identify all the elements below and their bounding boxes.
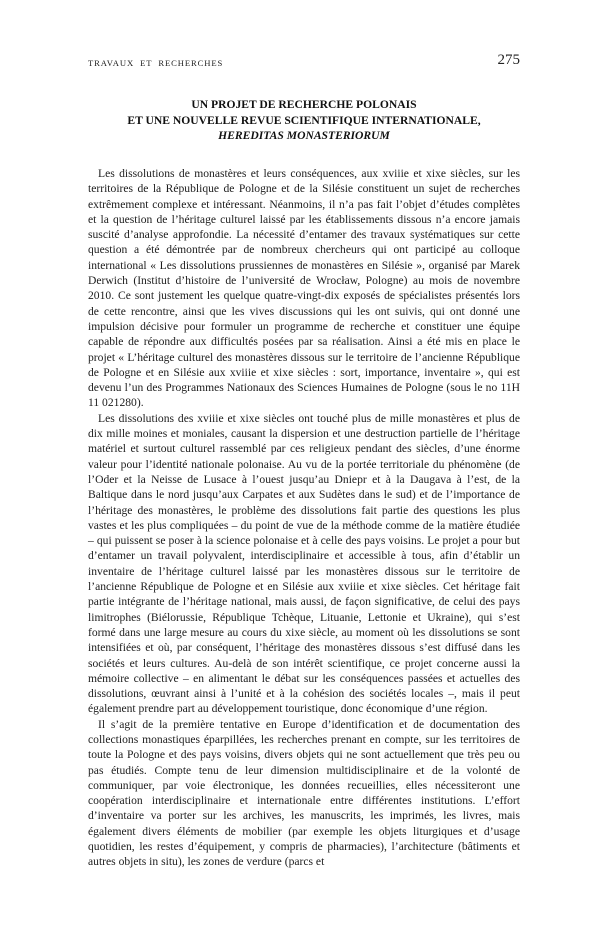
article-body [88,166,520,870]
paragraph-2: Les dissolutions des xviiie et xixe siècles ont touché plus de mille monastères et plus de dix mille moines et moniales, causant la dispersion et une destruction partielle de l’héritage matériel et surtout culturel rassemblé par ces religieux pendant des siècles, d’une énorme valeur pour l’identité nationale polonaise. Au vu de la portée territoriale du phénomène (de l’Oder et la Neisse de Lusace à l’ouest jusqu’au Dniepr et à la Daugava à l’est, de la Baltique dans le nord jusqu’aux Carpates et aux Sudètes dans le sud) et de l’importance de l’héritage des monastères, le problème des dissolutions fait partie des questions les plus vastes et les plus compliquées – du point de vue de la méthode comme de la matière étudiée – qui puissent se poser à la science polonaise et à celle des pays voisins. Le projet a pour but d’entamer un travail polyvalent, interdisciplinaire et accessible à tous, afin d’établir un inventaire de l’héritage culturel laissé par les monastères dissous sur le territoire de l’ancienne République de Pologne et en Silésie aux xviiie et xixe siècles. Cet héritage fait partie intégrante de l’héritage national, mais aussi, de façon significative, de celui des pays limitrophes (Biélorussie, République Tchèque, Lituanie, Lettonie et Ukraine), qui s’est formé dans une large mesure au cours du xixe siècle, au moment où les dissolutions se sont intensifiées et où, par conséquent, l’héritage des monastères dissous s’est diffusé dans les sociétés et leurs cultures. Au-delà de son intérêt scientifique, ce projet concerne aussi la mémoire collective – en alimentant le débat sur les conséquences passées et actuelles des dissolutions, œuvrant ainsi à l’unité et à la cohésion des sociétés locales –, mais il peut également prendre part au développement touristique, donc économique d’une région. [88,411,520,716]
paragraph-1: Les dissolutions de monastères et leurs conséquences, aux xviiie et xixe siècles, sur les territoires de la République de Pologne et de la Silésie constituent un sujet de recherches extrêmement complexe et intéressant. Néanmoins, il n’a pas fait l’objet d’études complètes et la question de l’héritage culturel laissé par les établissements dissous n’a encore jamais suscité d’analyse approfondie. La nécessité d’entamer des travaux systématiques sur cette question a été démontrée par de nombreux chercheurs qui ont participé au colloque international « Les dissolutions prussiennes de monastères en Silésie », organisé par Marek Derwich (Institut d’histoire de l’université de Wrocław, Pologne) au mois de novembre 2010. Ce sont justement les quelque quatre-vingt-dix exposés de spécialistes présentés lors de cette rencontre, ainsi que les vives discussions qui les ont suivis, qui ont donné une impulsion décisive pour formuler un programme de recherche et constituer une équipe capable de répondre aux difficultés posées par sa réalisation. Ainsi a été mis en place le projet « L’héritage culturel des monastères dissous sur le territoire de l’ancienne République de Pologne et en Silésie aux xviiie et xixe siècles : sort, importance, inventaire », qui est devenu l’un des Programmes Nationaux des Sciences Humaines de Pologne (sous le no 11H 11 021280). [88,167,520,410]
page-number: 275 [497,52,520,68]
running-title: TRAVAUX ET RECHERCHES [88,58,224,68]
article-title [88,97,520,144]
title-line-1: UN PROJET DE RECHERCHE POLONAIS [191,98,417,111]
title-line-2: ET UNE NOUVELLE REVUE SCIENTIFIQUE INTERNATIONALE, [127,113,481,127]
title-line-3: HEREDITAS MONASTERIORUM [218,129,390,142]
paragraph-3: Il s’agit de la première tentative en Europe d’identification et de documentation des collections monastiques éparpillées, les recherches prenant en compte, sur les territoires de toute la Pologne et des pays voisins, divers objets qui ne sont actuellement que très peu ou pas étudiés. Compte tenu de leur dimension multidisciplinaire et de la volonté de communiquer, par voie électronique, les données recueillies, elles nécessiteront une coopération interdisciplinaire et internationale entre différentes institutions. L’effort d’inventaire va porter sur les archives, les manuscrits, les imprimés, les livres, mais également divers éléments de mobilier (par exemple les objets liturgiques et d’usage quotidien, les restes d’équipement, y compris de pharmacies), l’architecture (bâtiments et autres objets in situ), les zones de verdure (parcs et [88,717,520,869]
running-header [88,52,520,72]
